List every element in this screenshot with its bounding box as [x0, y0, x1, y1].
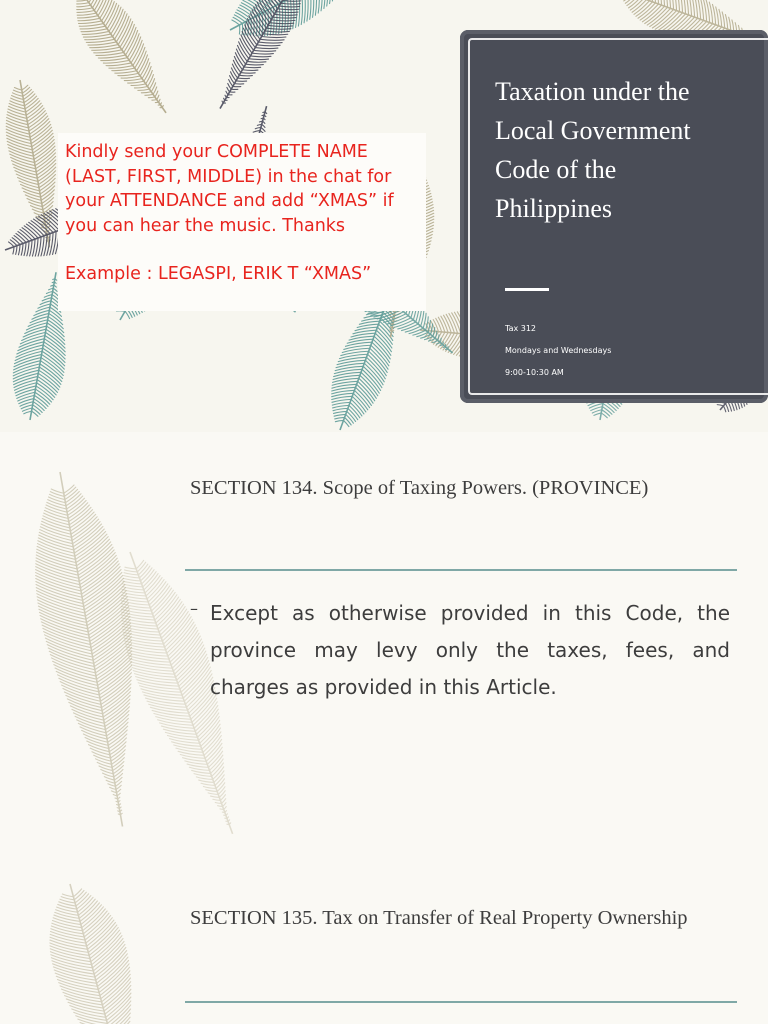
bullet-dash-icon: – — [190, 599, 198, 618]
section-135-title: SECTION 135. Tax on Transfer of Real Property Ownership — [190, 907, 688, 929]
course-info — [505, 318, 611, 384]
section-134-divider — [185, 569, 737, 571]
section-134-text: Except as otherwise provided in this Code, the province may levy only the taxes, fees, and charges as provided in this Article. — [210, 601, 730, 699]
feather-shape — [16, 464, 166, 834]
section-134-slide — [0, 432, 768, 864]
class-time: 9:00-10:30 AM — [505, 368, 564, 377]
feather-decoration — [0, 864, 768, 1024]
title-slide — [0, 0, 768, 432]
section-135-divider — [185, 1001, 737, 1003]
attendance-example: Example : LEGASPI, ERIK T “XMAS” — [65, 264, 372, 284]
class-days: Mondays and Wednesdays — [505, 346, 612, 355]
attendance-notice — [58, 133, 426, 311]
presentation-title: Taxation under the Local Government Code of the Philippines — [495, 77, 691, 223]
title-underline — [505, 288, 549, 291]
attendance-instructions: Kindly send your COMPLETE NAME (LAST, FIRST, MIDDLE) in the chat for your ATTENDANCE and add “XMAS” if you can hear the music. Thanks — [65, 142, 394, 236]
feather-shape — [34, 874, 163, 1024]
section-134-title: SECTION 134. Scope of Taxing Powers. (PROVINCE) — [190, 477, 649, 499]
feather-shape — [59, 0, 186, 127]
title-panel — [460, 30, 768, 403]
section-134-bullet — [190, 595, 730, 706]
section-135-slide — [0, 864, 768, 1024]
course-code: Tax 312 — [505, 324, 537, 333]
